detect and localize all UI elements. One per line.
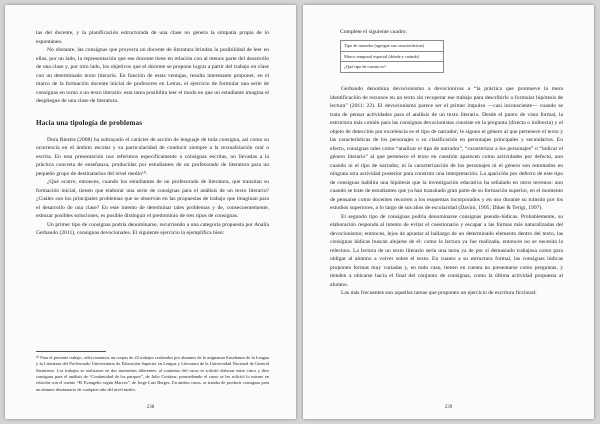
left-page: [5, 5, 296, 419]
paragraph: Las más frecuentes son aquellas tareas que proponen un ejercicio de escritura ficcional:: [341, 290, 537, 297]
footnote-text: ¹⁰ Para el presente trabajo, seleccionamos un corpus de 22 trabajos realizados por alumnos de la asignatura Enseñanza de la Lengua y la Literatura del Profesorado Universitario de Educación Superior en Lengua y Literatura de la Universidad Nacional de General Sarmiento. Los trabajos se realizaron en dos momentos diferentes: al comienzo del curso se solicitó elaborar entre cinco y diez consignas para el análisis de “Continuidad de los parques”, de Julio Cortázar; promediando el curso se les solicitó lo mismo en relación con el cuento “El Evangelio según Marcos”, de Jorge Luis Borges. En ambos casos, se trataba de producir consignas para un alumno destinatario de cualquier año del nivel medio.: [36, 354, 269, 392]
paragraph: No obstante, las consignas que proyecta un docente de literatura brindan la posibilidad de leer en ellas, por un lado, la representación que ese docente tiene en relación con al menos parte del desarrollo de una clase y, por otro lado, los objetivos que el docente se propone lograr a partir del trabajo en clase con un determinado texto literario. En función de estas ventajas, resulta interesante proponer, en el marco de la formación docente inicial de profesores en Letras, el ejercicio de formular una serie de consignas en torno a un texto literario: esta tarea posibilita leer el modo en que un estudiante imagina el despliegue de una clase de literatura.: [36, 47, 269, 104]
paragraph: Un primer tipo de consignas podría denominarse, recurriendo a una categoría propuesta por Analía Gerbaudo (2011), consignas devocionales. El siguiente ejercicio la ejemplifica bien:: [36, 221, 269, 236]
paragraph: las del docente, y la planificación estructurada de una clase no genera la simpatía propia de lo espontáneo.: [36, 30, 269, 45]
right-page: [303, 5, 594, 419]
exercise-table: [340, 40, 444, 73]
paragraph: ¿Qué ocurre, entonces, cuando los estudiantes de un profesorado de literatura, que transitan su formación inicial, tienen que elaborar una serie de consignas para el análisis de un texto literario? ¿Cuáles son los principales problemas que se observan en las propuestas de trabajo que imaginan para el desarrollo de una clase? En este intento de determinar tales problemas y de, consecuentemente, esbozar posibles soluciones, es posible distinguir el predominio de tres tipos de consignas.: [36, 179, 269, 219]
paragraph: Dora Riestra (2008) ha subrayado el carácter de acción de lenguaje de toda consigna, así como su ocurrencia en el ámbito escolar y su particularidad de conducir siempre a la textualización oral o escrita. En esta presentación nos referimos específicamente a consignas escritas, no llevadas a la práctica concreta de enseñanza, producidas por estudiantes de un profesorado de literatura para un pequeño grupo de destinatarios del nivel medio¹⁰.: [36, 136, 269, 177]
footnote-block: [36, 345, 269, 393]
table-row: ¿Qué tipo de cuento es?: [344, 64, 386, 70]
page-number-left: 238: [146, 405, 155, 410]
section-heading: Hacia una tipología de problemas: [36, 118, 143, 127]
footnote-separator: [36, 351, 106, 352]
table-row: Tipo de narrador (agregue sus características): [341, 41, 443, 52]
paragraph: El segundo tipo de consignas podría denominarse consignas pseudo-lúdicas. Probablemente, su elaboración responda al intento de evitar el cuestionario y escapar a las formas más naturalizadas del devocionismo; entonces, lejos de apuntar al hallazgo de un determinado elemento dentro del texto, las consignas lúdicas buscan alejarse de él: como la lectura ya fue realizada, entonces no se necesita la relectura. La lectura de un texto literario sería una tarea ya de por sí demasiado trabajosa como para obligar al alumno a volver sobre el texto. En cuanto a su estructura formal, las consignas lúdicas proponen formas muy variadas y, en todo caso, tienen en cuenta no presentarse como preguntas, y tienden a ubicarse hacia el final del conjunto de consignas, como la última actividad propuesta al alumno.: [330, 213, 563, 288]
paragraph: Gerbaudo denomina devocionismo a devocionivas a “la práctica que promueve la mera identificación de recursos en un texto sin recuperar ese trabajo para describirlo o formular hipótesis de lectura” (2011: 22). El devocionismo parece ser el primer impulso —casi inconsciente— cuando se trata de pensar actividades para el análisis de un texto literario. Desde el punto de vista formal, la estructura más común para las consignas devocionistas consiste en la pregunta (directa o indirecta) y el objeto de detección por excelencia es el tipo de narrador; le siguen el género al que pertenece el texto y las características de los personajes o su clasificación en personajes principales y secundarios. En efecto, consignas tales como “analizar el tipo de narrador”, “caracterizar a los personajes” o “indicar el género literario” al que pertenece el texto en cuestión aparecen como actividades por defecto, aun cuando ni el tipo de narrador, ni la caracterización de los personajes ni el género son retomados en ninguna otra actividad posterior para construir una interpretación. La aparición por defecto de este tipo de consignas habilita una hipótesis que la investigación educativa ha señalado en otros terrenos: aun cuando se trate de estudiantes que ya han transitado gran parte de su formación superior, en el momento de pensarse como docentes recurren a los esquemas incorporados y en uso durante su tránsito por los estudios superiores, a lo largo de sus años de escolaridad (Davini, 1995; Diker & Terigi, 1997).: [330, 86, 563, 212]
exercise-instruction: Complete el siguiente cuadro:: [340, 29, 407, 35]
page-number-right: 239: [444, 405, 453, 410]
table-row: Marco temporal espacial (dónde y cuándo): [341, 52, 443, 63]
